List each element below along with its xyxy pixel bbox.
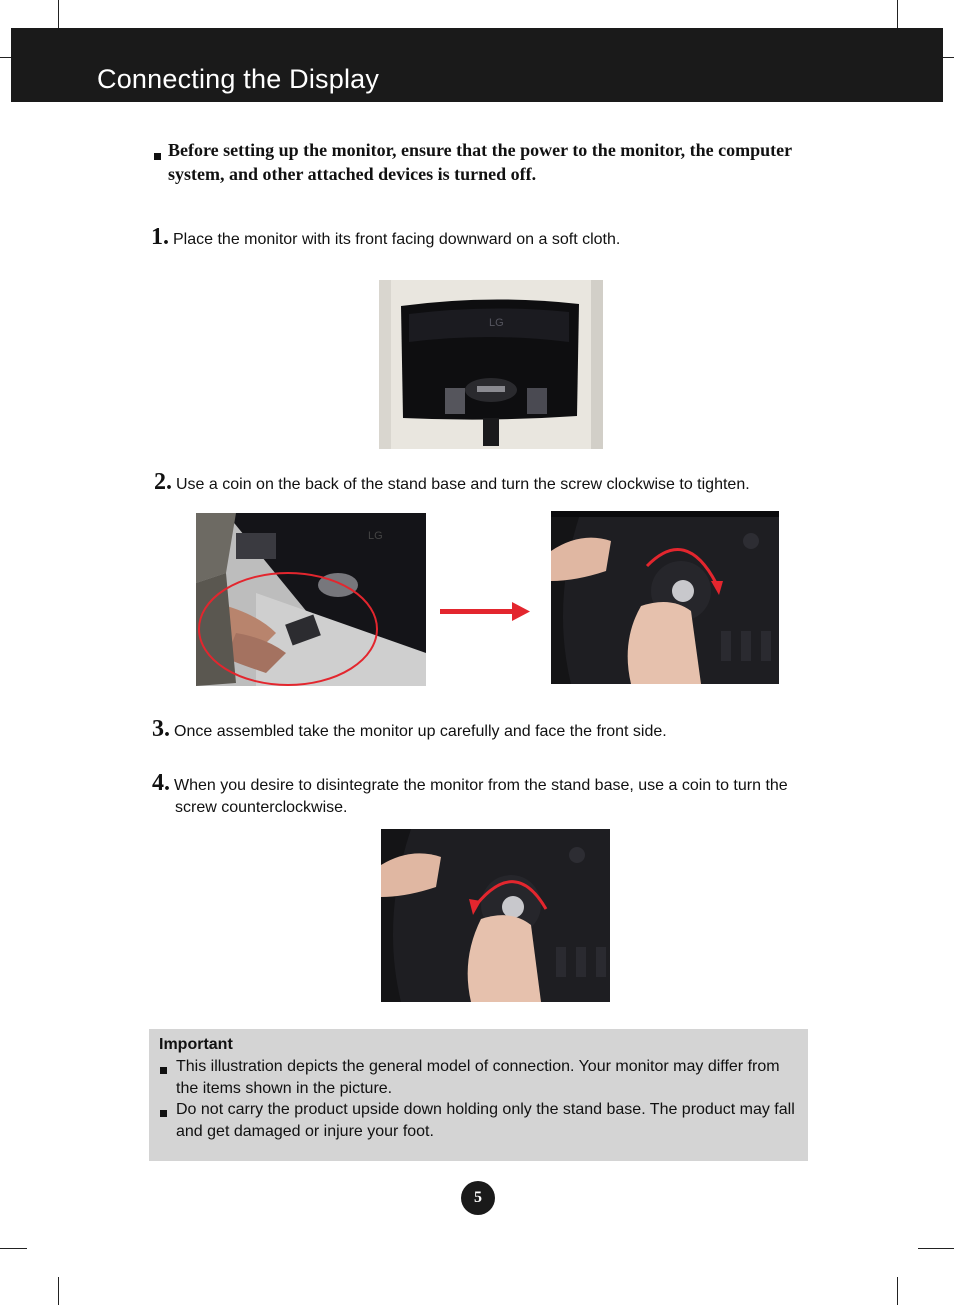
lg-logo: LG <box>368 530 383 542</box>
warning-text: Before setting up the monitor, ensure that the power to the monitor, the computer system, and other attached devices is turned off. <box>168 140 792 184</box>
bullet-icon <box>160 1067 167 1074</box>
crop-mark <box>943 57 954 58</box>
important-notice <box>149 1029 808 1161</box>
important-title: Important <box>159 1036 233 1053</box>
step-3 <box>152 716 667 743</box>
step-text: When you desire to disintegrate the monitor from the stand base, use a coin to turn the <box>174 777 788 794</box>
lg-logo: LG <box>489 317 504 329</box>
step-1 <box>151 224 620 251</box>
crop-mark <box>897 1277 898 1305</box>
step-4 <box>152 772 812 819</box>
bullet-icon <box>154 153 161 160</box>
crop-mark <box>58 1277 59 1305</box>
step-text: Use a coin on the back of the stand base and turn the screw clockwise to tighten. <box>176 476 750 493</box>
crop-mark <box>0 1248 27 1249</box>
important-item: Do not carry the product upside down holding only the stand base. The product may fall and get damaged or injure your foot. <box>176 1101 795 1140</box>
step-text: Place the monitor with its front facing downward on a soft cloth. <box>173 231 621 248</box>
step-text: Once assembled take the monitor up carefully and face the front side. <box>174 723 667 740</box>
crop-mark <box>918 1248 954 1249</box>
step-number: 3. <box>152 716 170 742</box>
page-number: 5 <box>461 1181 495 1215</box>
monitor-facedown-photo <box>379 280 603 449</box>
loosen-screw-photo <box>381 829 610 1002</box>
crop-mark <box>897 0 898 28</box>
step-2 <box>154 469 750 496</box>
crop-mark <box>58 0 59 28</box>
step-number: 2. <box>154 469 172 495</box>
arrow-right-icon <box>440 601 530 623</box>
stand-insert-photo <box>196 513 426 686</box>
page-title: Connecting the Display <box>97 64 380 94</box>
crop-mark <box>0 57 11 58</box>
important-item: This illustration depicts the general model of connection. Your monitor may differ from the items shown in the picture. <box>176 1058 780 1097</box>
step-text-continued: screw counterclockwise. <box>175 799 348 816</box>
step-number: 4. <box>152 770 170 796</box>
header-bar <box>11 28 943 102</box>
tighten-screw-photo <box>551 511 779 684</box>
step-number: 1. <box>151 224 169 250</box>
bullet-icon <box>160 1110 167 1117</box>
